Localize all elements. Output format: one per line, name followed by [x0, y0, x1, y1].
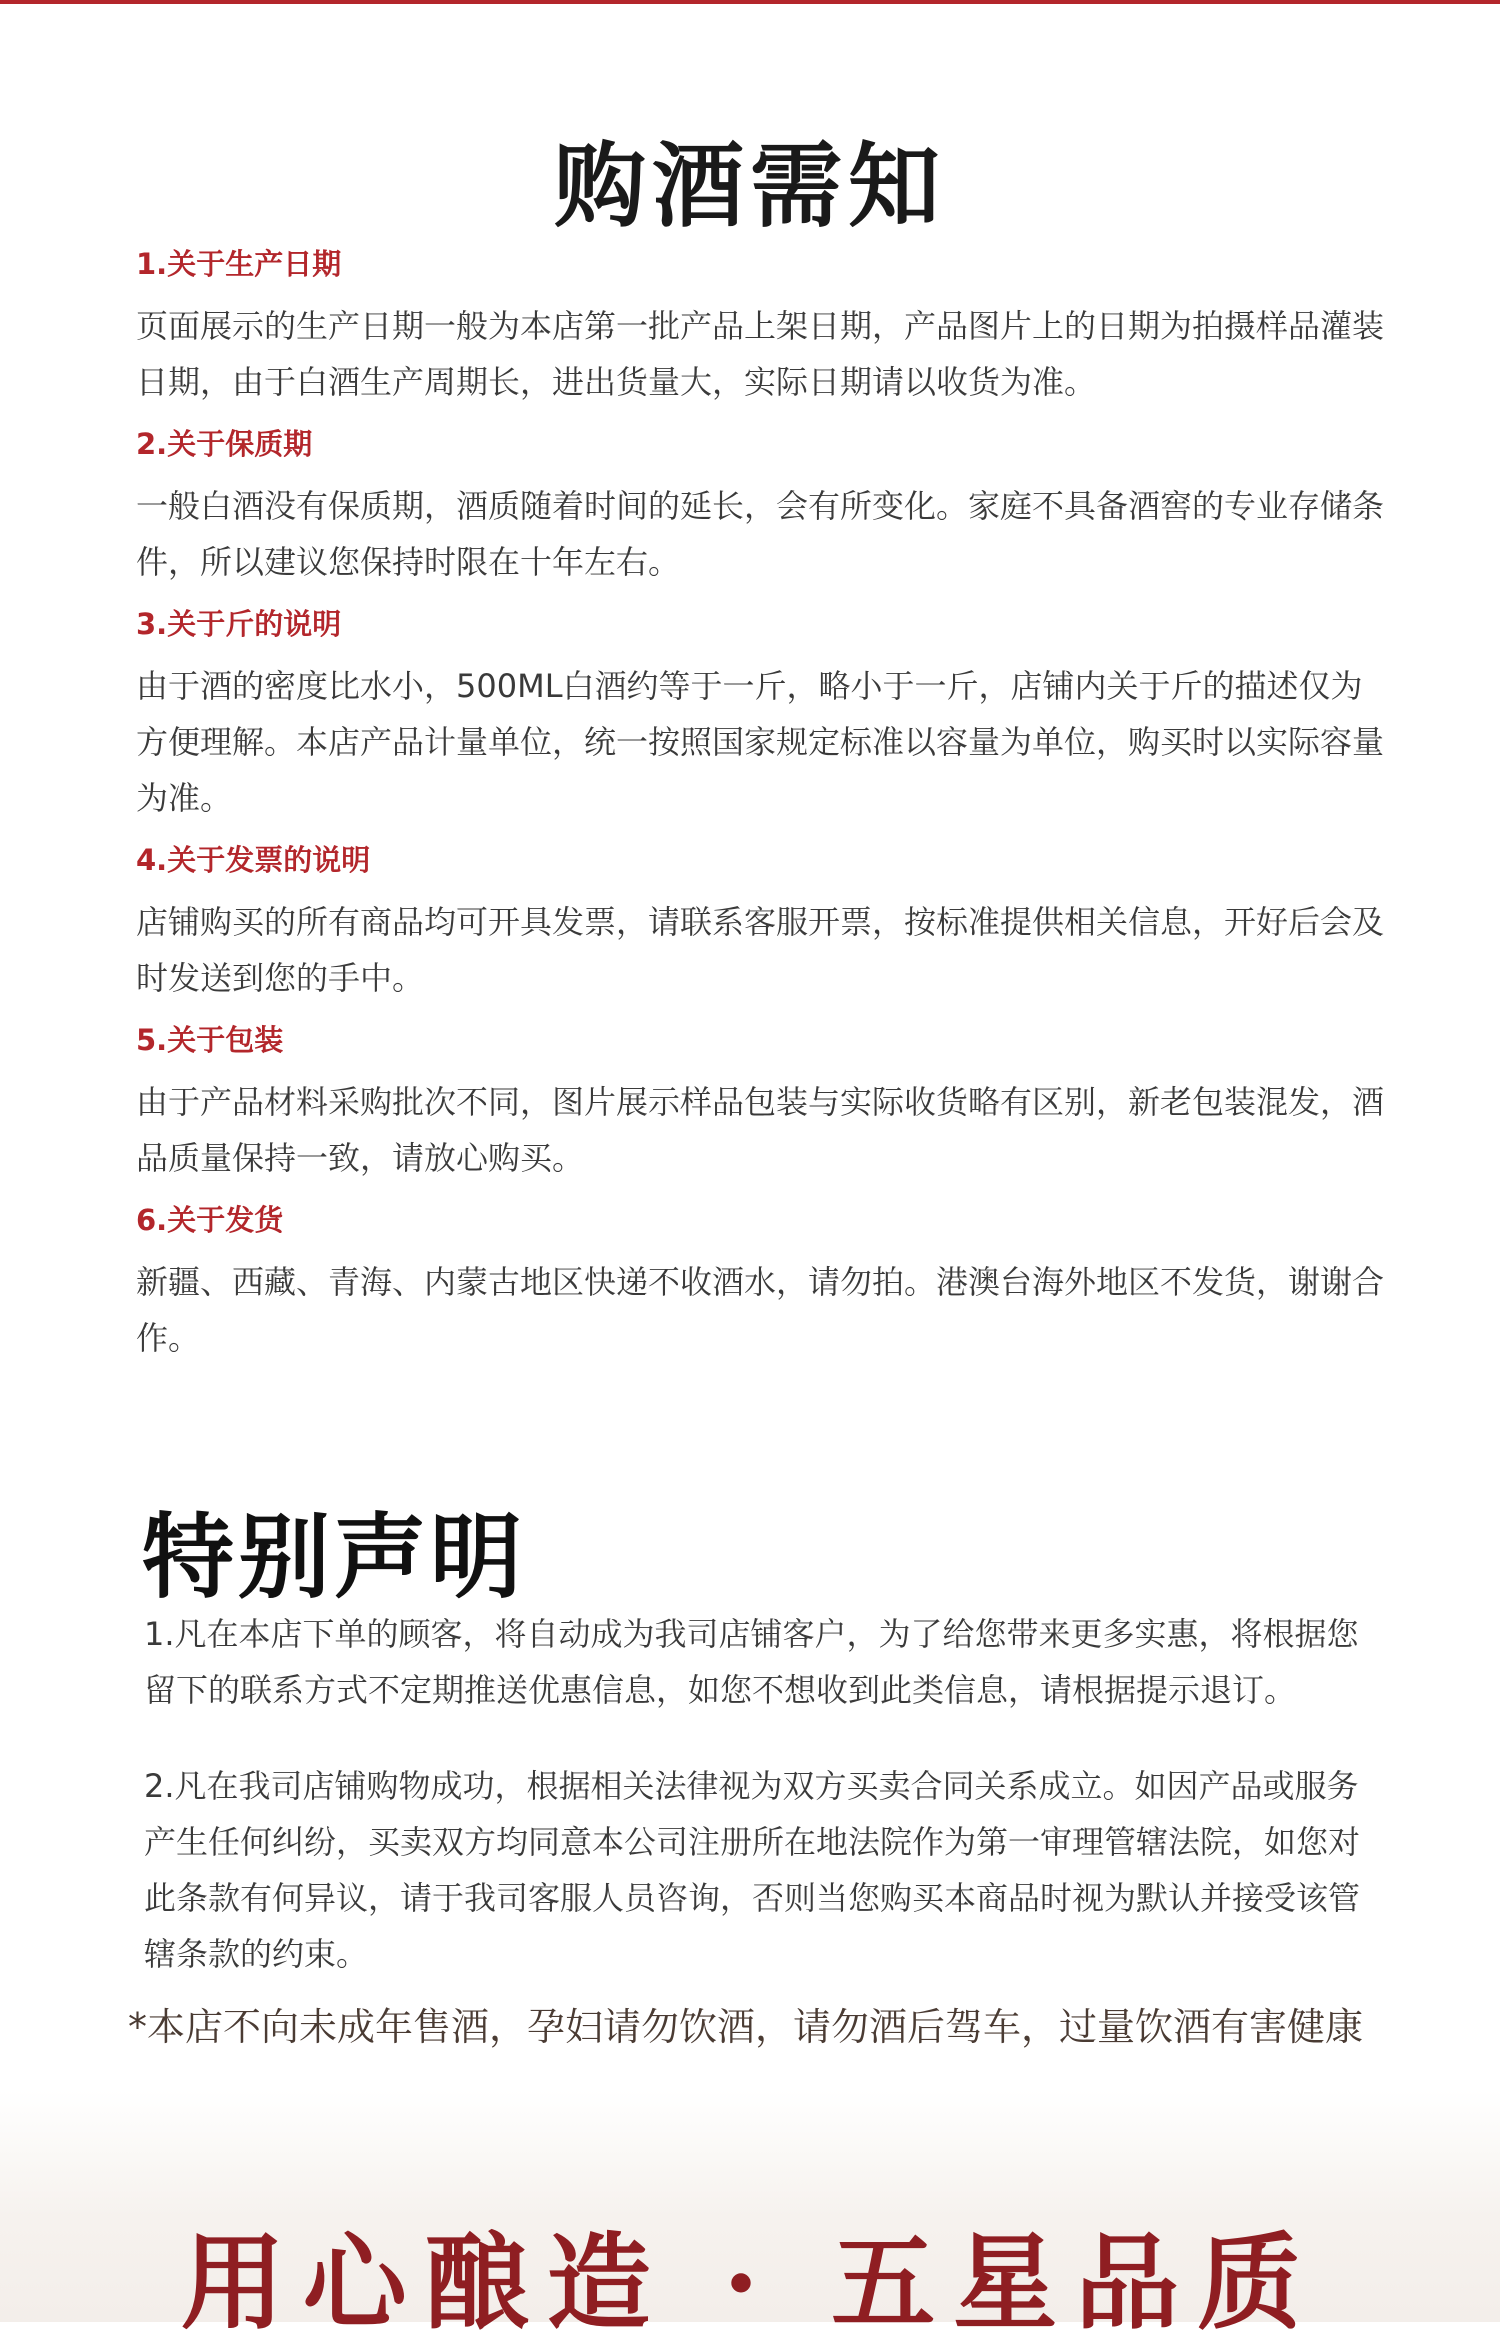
- notice-shipping: [136, 1200, 1386, 1366]
- notice-body: 一般白酒没有保质期，酒质随着时间的延长，会有所变化。家庭不具备酒窖的专业存储条件，所以建议您保持时限在十年左右。: [136, 487, 1385, 581]
- notice-jin-unit: [136, 604, 1386, 826]
- special-statement-title: 特别声明: [142, 1504, 527, 1612]
- notice-heading: 5.关于包装: [136, 1023, 284, 1057]
- notice-heading: 3.关于斤的说明: [136, 607, 342, 641]
- notice-shelf-life: [136, 424, 1386, 590]
- notice-production-date: [136, 244, 1386, 410]
- notice-body: 由于产品材料采购批次不同，图片展示样品包装与实际收货略有区别，新老包装混发，酒品质量保持一致，请放心购买。: [136, 1083, 1385, 1177]
- notice-invoice: [136, 840, 1386, 1006]
- purchase-notices: [136, 244, 1386, 1380]
- brand-slogan: 用心酿造 · 五星品质: [180, 2221, 1320, 2344]
- special-statement-list: [144, 1574, 1390, 2022]
- top-divider: [0, 0, 1500, 4]
- notice-heading: 6.关于发货: [136, 1203, 284, 1237]
- notice-body: 页面展示的生产日期一般为本店第一批产品上架日期，产品图片上的日期为拍摄样品灌装日期，由于白酒生产周期长，进出货量大，实际日期请以收货为准。: [136, 307, 1385, 401]
- page-title: 购酒需知: [553, 132, 946, 240]
- declaration-item: 1.凡在本店下单的顾客，将自动成为我司店铺客户，为了给您带来更多实惠，将根据您留下的联系方式不定期推送优惠信息，如您不想收到此类信息，请根据提示退订。: [144, 1615, 1359, 1709]
- notice-heading: 2.关于保质期: [136, 427, 313, 461]
- notice-body: 新疆、西藏、青海、内蒙古地区快递不收酒水，请勿拍。港澳台海外地区不发货，谢谢合作。: [136, 1263, 1385, 1357]
- notice-body: 店铺购买的所有商品均可开具发票，请联系客服开票，按标准提供相关信息，开好后会及时发送到您的手中。: [136, 903, 1385, 997]
- notice-heading: 4.关于发票的说明: [136, 843, 371, 877]
- notice-packaging: [136, 1020, 1386, 1186]
- declaration-item: 2.凡在我司店铺购物成功，根据相关法律视为双方买卖合同关系成立。如因产品或服务产生任何纠纷，买卖双方均同意本公司注册所在地法院作为第一审理管辖法院，如您对此条款有何异议，请于我司客服人员咨询，否则当您购买本商品时视为默认并接受该管辖条款的约束。: [144, 1767, 1361, 1973]
- alcohol-warning: *本店不向未成年售酒，孕妇请勿饮酒，请勿酒后驾车，过量饮酒有害健康: [128, 2005, 1364, 2049]
- notice-body: 由于酒的密度比水小，500ML白酒约等于一斤，略小于一斤，店铺内关于斤的描述仅为方便理解。本店产品计量单位，统一按照国家规定标准以容量为单位，购买时以实际容量为准。: [136, 667, 1385, 817]
- notice-heading: 1.关于生产日期: [136, 247, 342, 281]
